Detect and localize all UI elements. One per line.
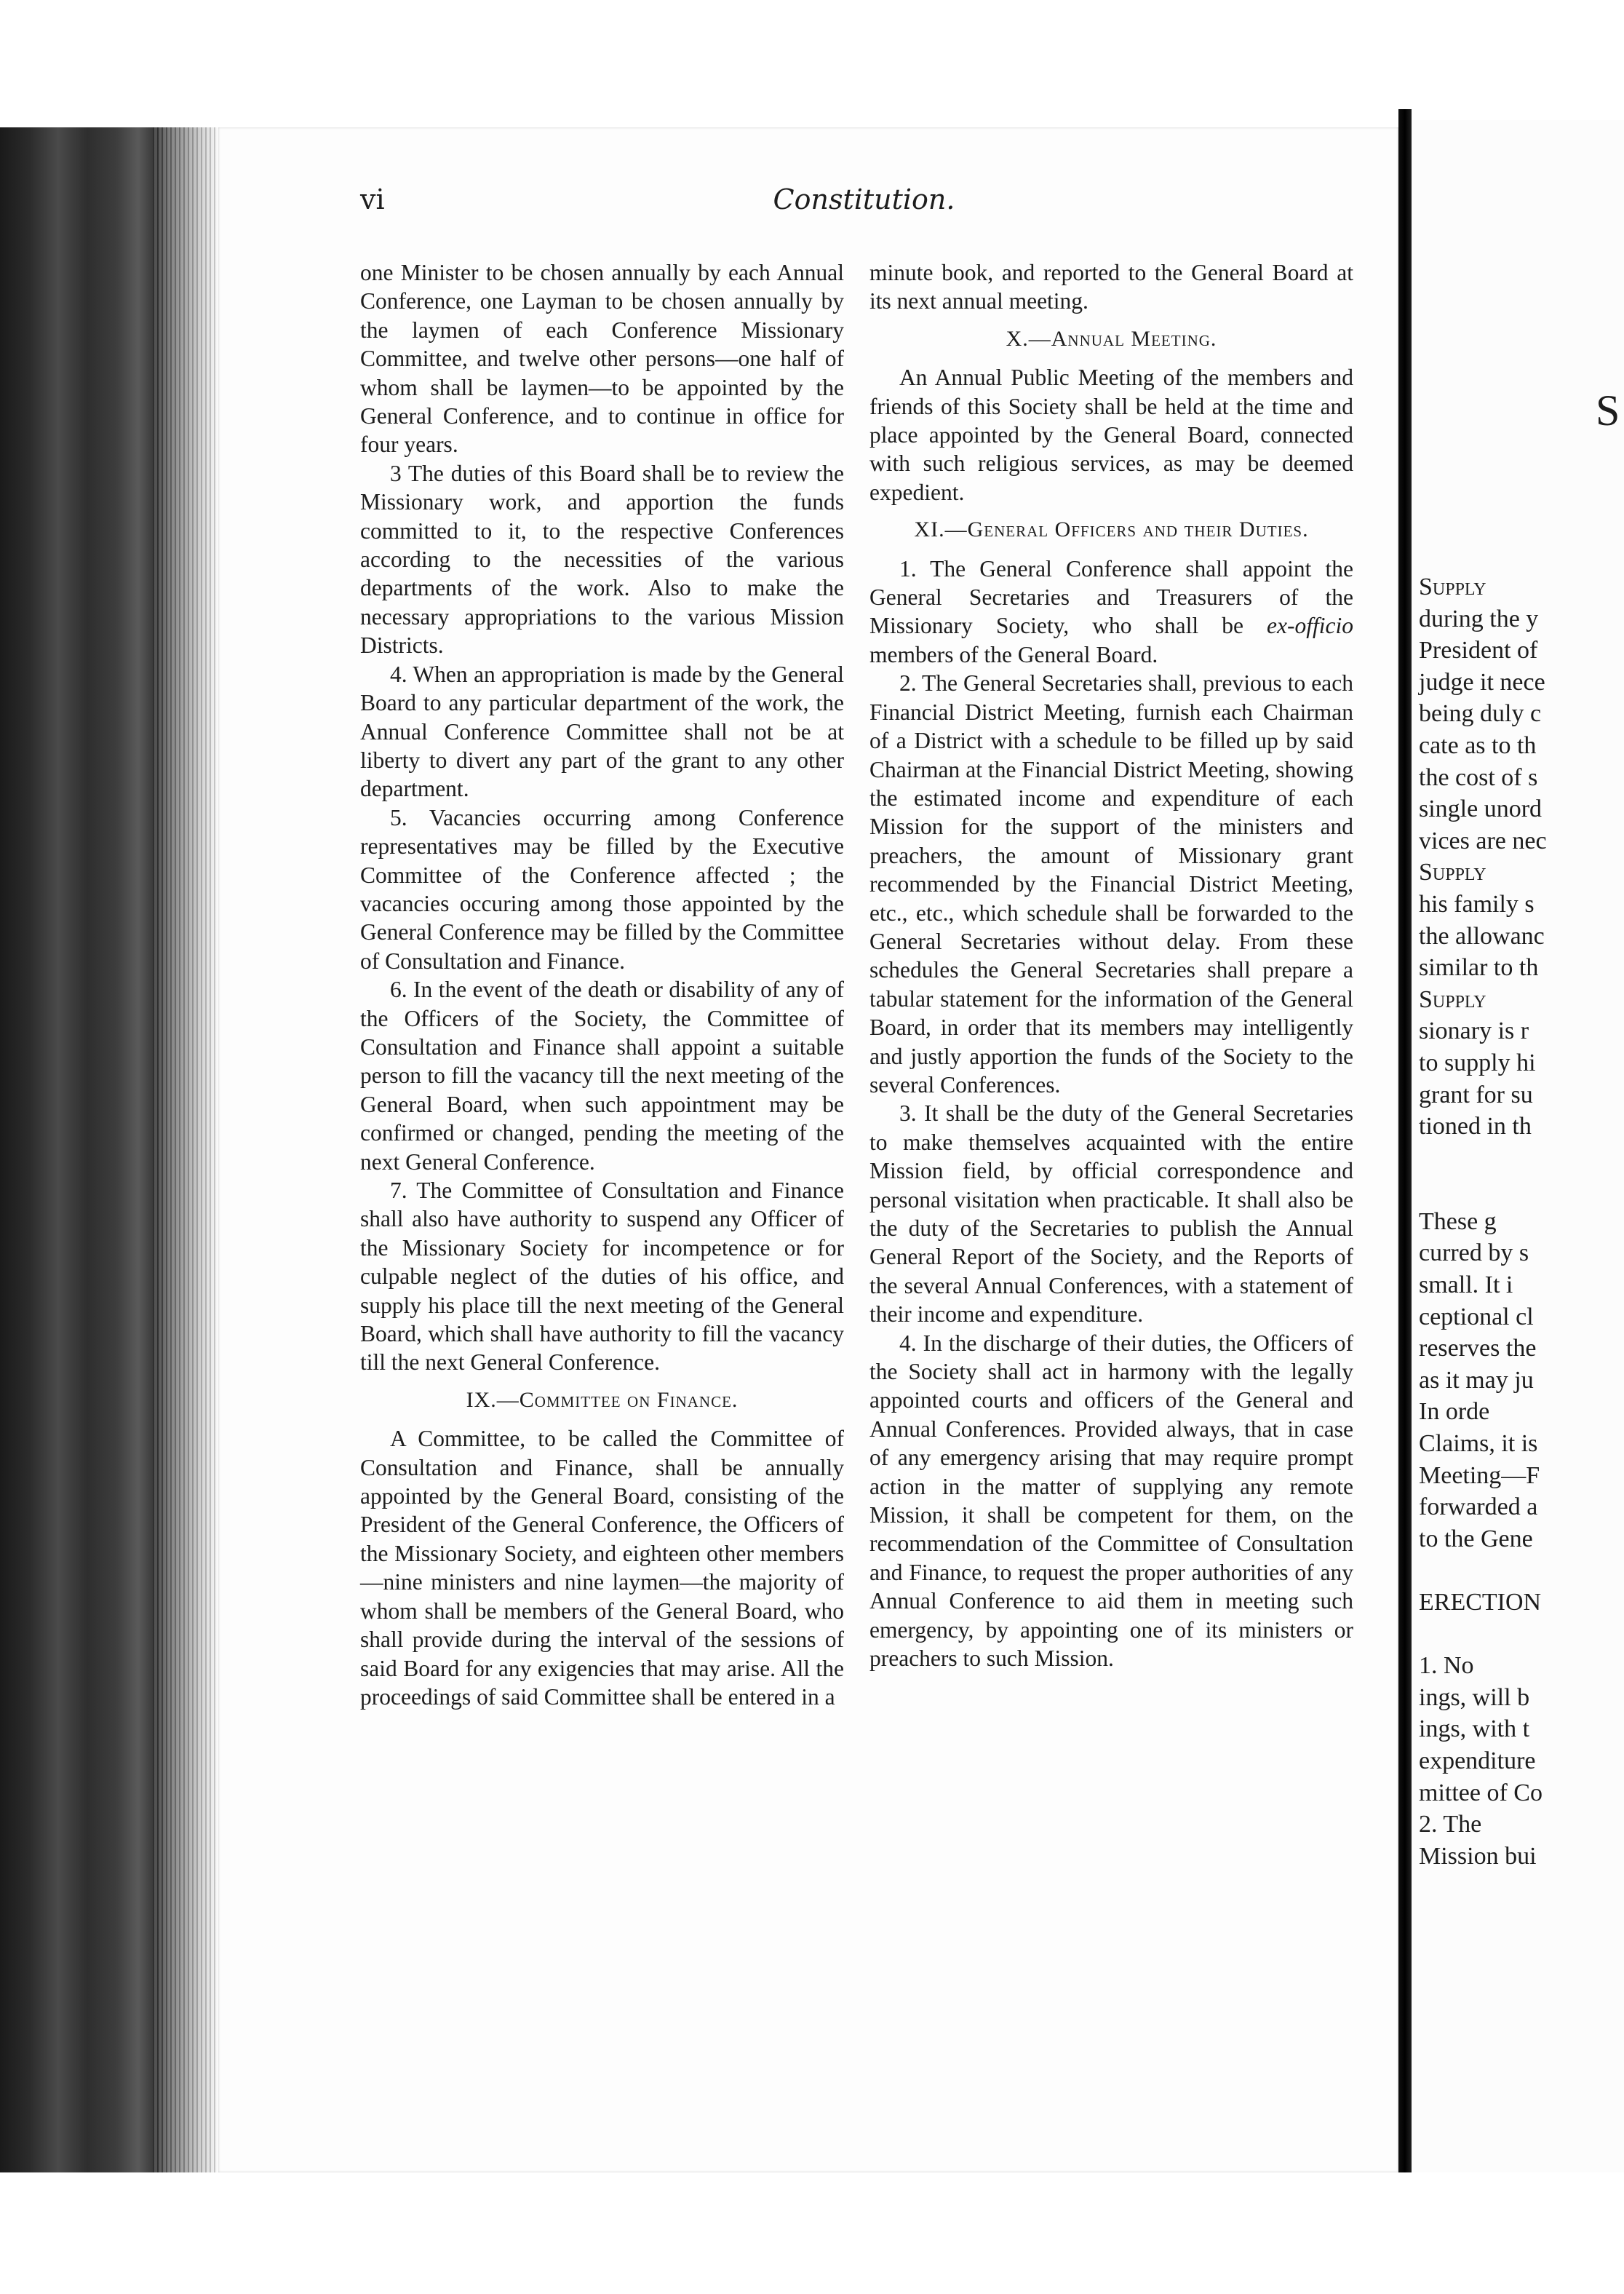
paragraph: 1. The General Conference shall appoint the General Secretaries and Treasurers of the Missionary Society, who shall be ex-officio members of the General Board. <box>869 555 1353 667</box>
facing-page-line: to the Gene <box>1419 1525 1533 1552</box>
facing-page-line: Claims, it is <box>1419 1430 1538 1458</box>
facing-page-line: Supply <box>1419 574 1486 600</box>
facing-page-line: mittee of Co <box>1419 1779 1543 1806</box>
facing-page-line: expenditure <box>1419 1747 1536 1774</box>
paragraph: 3. It shall be the duty of the General Secretaries to make themselves acquainted with the entire Mission field, by official correspondence and personal visitation when practicable. It shall also be the duty of the Secretaries to publish the Annual General Report of the Society, and the Reports of the several Annual Conferences, with a statement of their income and expenditure. <box>869 1100 1353 1327</box>
facing-page-line: ceptional cl <box>1419 1303 1534 1330</box>
facing-page-line: 1. No <box>1419 1652 1474 1680</box>
paragraph: 4. When an appropriation is made by the General Board to any particular department of the work, the Annual Conference Committee shall not be at liberty to divert any part of the grant to any other department. <box>360 661 844 802</box>
facing-page-line: ings, will b <box>1419 1683 1530 1711</box>
facing-page-line: curred by s <box>1419 1239 1529 1267</box>
page-header <box>360 183 1368 227</box>
facing-page-line: the cost of s <box>1419 763 1538 791</box>
section-heading: IX.—Committee on Finance. <box>466 1387 739 1412</box>
facing-page-line: vices are nec <box>1419 827 1547 854</box>
book-gutter <box>1398 109 1412 2176</box>
facing-page-line: Meeting—F <box>1419 1461 1540 1489</box>
facing-page-line: These g <box>1419 1207 1497 1235</box>
paragraph: minute book, and reported to the General Board at its next annual meeting. <box>869 260 1353 314</box>
page-edges <box>153 127 218 2172</box>
facing-page-line: to supply hi <box>1419 1049 1536 1076</box>
left-text-column <box>360 258 844 1711</box>
facing-page-line: In orde <box>1419 1398 1490 1426</box>
facing-page-line: grant for su <box>1419 1081 1533 1108</box>
facing-page-line: single unord <box>1419 795 1543 823</box>
facing-page-line: being duly c <box>1419 700 1542 728</box>
scan-bottom-margin <box>0 2172 1624 2294</box>
facing-page-line: cate as to th <box>1419 731 1537 759</box>
facing-page-line: forwarded a <box>1419 1493 1538 1521</box>
page-number: vi <box>360 183 385 215</box>
paragraph: 3 The duties of this Board shall be to review the Missionary work, and apportion the funds committed to it, to the respective Conferences according to the necessities of the various departments of the work. Also to make the necessary appropriations to the various Mission Districts. <box>360 460 844 659</box>
facing-page-line: President of <box>1419 637 1538 664</box>
paragraph: 2. The General Secretaries shall, previous to each Financial District Meeting, furnish each Chairman of a District with a schedule to be filled up by said Chairman at the Financial District Meeting, showing the estimated income and expenditure of each Mission for the support of the ministers and preachers, the amount of Missionary grant recommended by the Financial District Meeting, etc., etc., which schedule shall be forwarded to the General Secretaries without delay. From these schedules the General Secretaries shall prepare a tabular statement for the information of the General Board, in order that its members may intelligently and justly apportion the funds of the Society to the several Conferences. <box>869 670 1353 1098</box>
running-title: Constitution. <box>773 183 955 215</box>
facing-page-text <box>1419 571 1624 1872</box>
paragraph: 6. In the event of the death or disability of any of the Officers of the Society, the Committee of Consultation and Finance shall appoint a suitable person to fill the vacancy till the next meeting of the General Board, when such appointment may be confirmed or changed, pending the meeting of the next General Conference. <box>360 977 844 1175</box>
facing-page-line: tioned in th <box>1419 1113 1532 1140</box>
facing-page-line: small. It i <box>1419 1271 1513 1299</box>
facing-page-line: as it may ju <box>1419 1366 1534 1394</box>
facing-page-line: reserves the <box>1419 1335 1537 1362</box>
section-heading: XI.—General Officers and their Duties. <box>914 517 1309 542</box>
facing-page-line: Supply <box>1419 985 1486 1013</box>
facing-page-line: judge it nece <box>1419 668 1545 696</box>
paragraph: 7. The Committee of Consultation and Finance shall also have authority to suspend any Officer of the Missionary Society for incompetence or for culpable neglect of the duties of his office, and supply his place till the next meeting of the General Board, which shall have authority to fill the vacancy till the next General Conference. <box>360 1178 844 1376</box>
facing-page-line: sionary is r <box>1419 1017 1529 1045</box>
facing-page-big-letter: S <box>1596 386 1620 434</box>
paragraph: 4. In the discharge of their duties, the Officers of the Society shall act in harmony with the legally appointed courts and officers of the General and Annual Conferences. Provided always, that in case of any emergency arising that may require prompt action in the matter of supplying any remote Mission, it shall be competent for them, on the recommendation of the Committee of Consultation and Finance, to request the proper authorities of any Annual Conference to aid them in meeting such emergency, by appointing one of its ministers or preachers to such Mission. <box>869 1330 1353 1672</box>
facing-page-line <box>1419 1555 1624 1587</box>
paragraph: A Committee, to be called the Committee of Consultation and Finance, shall be annually appointed by the General Board, consisting of the President of the General Conference, the Officers of the Missionary Society, and eighteen other members—nine ministers and nine laymen—the majority of whom shall be members of the General Board, who shall provide during the interval of the sessions of said Board for any exigencies that may arise. All the proceedings of said Committee shall be entered in a <box>360 1426 844 1710</box>
facing-page <box>1412 120 1624 2180</box>
facing-page-line: ings, with t <box>1419 1715 1530 1743</box>
paragraph: 5. Vacancies occurring among Conference representatives may be filled by the Executive Committee of the Conference affected ; the vacancies occuring among those appointed by the General Conference may be filled by the Committee of Consultation and Finance. <box>360 804 844 974</box>
facing-page-line: during the y <box>1419 605 1539 632</box>
facing-page-line: Mission bui <box>1419 1842 1537 1870</box>
facing-page-line <box>1419 1619 1624 1651</box>
facing-page-line: ERECTION <box>1419 1589 1542 1616</box>
paragraph: An Annual Public Meeting of the members and friends of this Society shall be held at the time and place appointed by the General Board, connected with such religious services, as may be deemed expedient. <box>869 365 1353 505</box>
right-text-column <box>869 258 1353 1673</box>
facing-page-line <box>1419 1174 1624 1206</box>
facing-page-line: similar to th <box>1419 954 1539 982</box>
facing-page-line <box>1419 1143 1624 1175</box>
facing-page-line: Supply <box>1419 859 1486 886</box>
paragraph: one Minister to be chosen annually by each Annual Conference, one Layman to be chosen annually by the laymen of each Conference Missionary Committee, and twelve other persons—one half of whom shall be laymen—to be appointed by the General Conference, and to continue in office for four years. <box>360 260 844 458</box>
facing-page-line: 2. The <box>1419 1811 1482 1838</box>
facing-page-line: his family s <box>1419 890 1535 918</box>
facing-page-line: the allowanc <box>1419 922 1545 950</box>
section-heading: X.—Annual Meeting. <box>1006 326 1217 351</box>
